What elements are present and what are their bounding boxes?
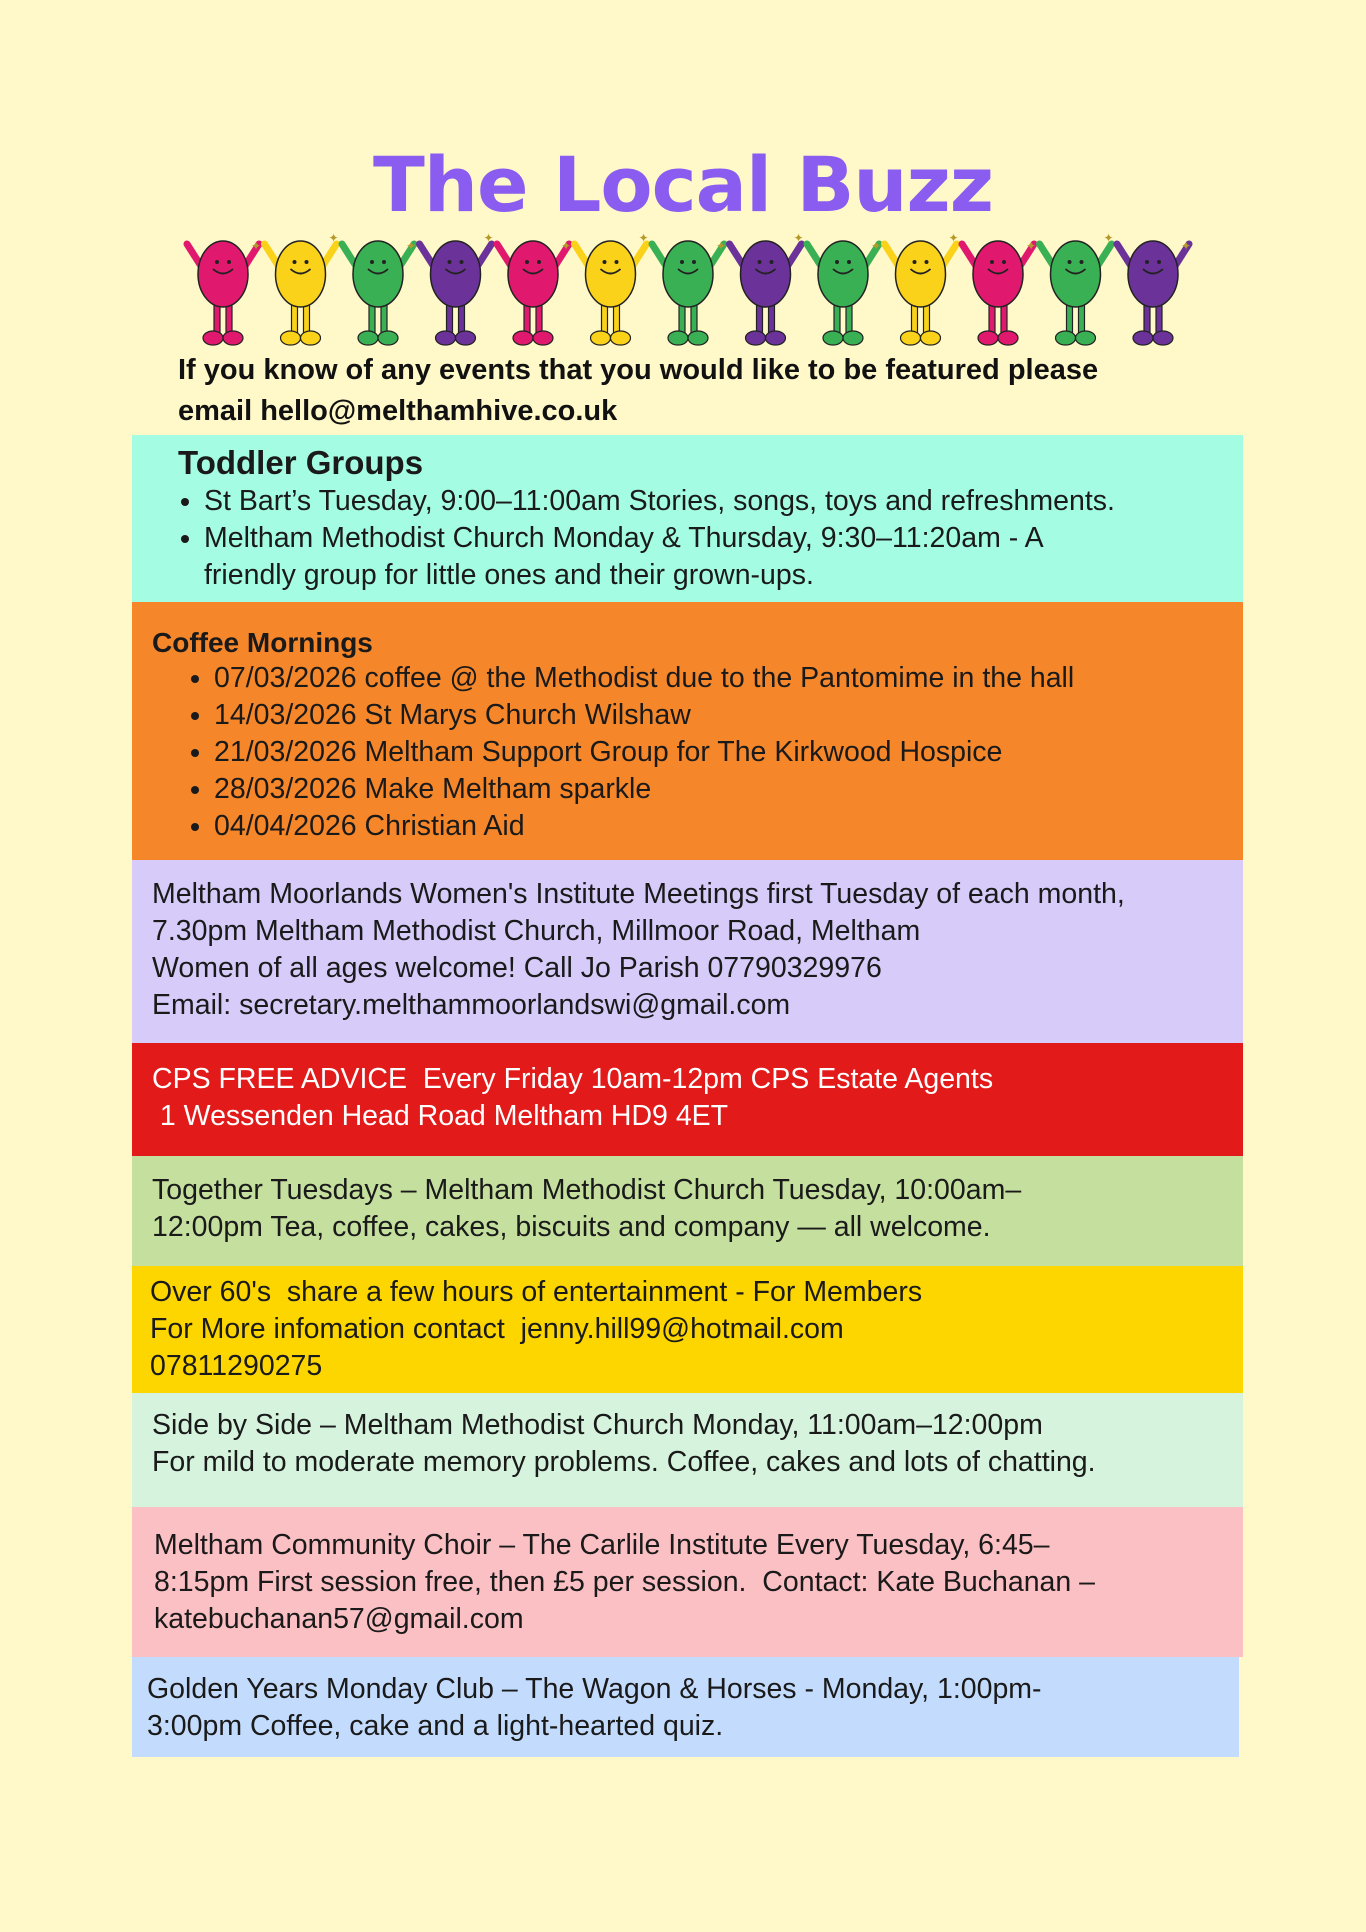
womens-institute-section: [132, 860, 1243, 1043]
svg-text:✦: ✦: [483, 231, 494, 245]
toddler-groups-heading: Toddler Groups: [178, 444, 424, 481]
smiley-figure: [342, 239, 416, 345]
coffee-mornings-heading: Coffee Mornings: [152, 627, 373, 658]
newsletter-title: The Local Buzz: [373, 140, 993, 229]
list-item-text: friendly group for little ones and their grown-ups.: [204, 559, 814, 591]
list-item-text: Meltham Methodist Church Monday & Thursday, 9:30–11:20am - A: [204, 522, 1044, 554]
smiley-figure: [575, 231, 649, 345]
text-line: Together Tuesdays – Meltham Methodist Church Tuesday, 10:00am–: [152, 1174, 1022, 1206]
text-line: Email: secretary.melthammoorlandswi@gmail.com: [152, 989, 791, 1021]
text-line: Meltham Moorlands Women's Institute Meetings first Tuesday of each month,: [152, 878, 1125, 910]
smiley-figure: [1117, 239, 1191, 345]
text-line: 3:00pm Coffee, cake and a light-hearted quiz.: [147, 1710, 724, 1742]
coffee-mornings-section: [132, 602, 1243, 860]
svg-text:✦: ✦: [328, 231, 339, 245]
list-item: • 14/03/2026 St Marys Church Wilshaw: [214, 697, 1243, 734]
smiley-figure: [885, 231, 959, 345]
text-line: Meltham Community Choir – The Carlile Institute Every Tuesday, 6:45–: [154, 1529, 1050, 1561]
smiley-figure: [807, 239, 881, 345]
svg-text:✦: ✦: [716, 239, 727, 253]
intro-text: [178, 350, 1238, 432]
list-item: [204, 520, 1243, 594]
text-line: 12:00pm Tea, coffee, cakes, biscuits and company — all welcome.: [152, 1211, 991, 1243]
holding-hands-figures-illustration: [185, 231, 1192, 348]
text-line: Over 60's share a few hours of entertainment - For Members: [150, 1276, 923, 1308]
cps-advice-section: [132, 1043, 1243, 1156]
over-60s-section: [132, 1266, 1243, 1393]
text-line: For More infomation contact jenny.hill99@hotmail.com: [150, 1313, 844, 1345]
community-choir-section: [132, 1507, 1243, 1657]
list-item: • 21/03/2026 Meltham Support Group for The Kirkwood Hospice: [214, 734, 1243, 771]
smiley-figure: [497, 239, 571, 345]
svg-text:✦: ✦: [561, 239, 572, 253]
svg-text:✦: ✦: [1103, 231, 1114, 245]
svg-text:✦: ✦: [948, 231, 959, 245]
svg-text:✦: ✦: [251, 239, 262, 253]
svg-text:✦: ✦: [1181, 239, 1192, 253]
svg-text:✦: ✦: [1026, 239, 1037, 253]
list-item: • 04/04/2026 Christian Aid: [214, 808, 1243, 845]
intro-line: If you know of any events that you would like to be featured please: [178, 354, 1099, 386]
golden-years-section: [132, 1657, 1239, 1757]
text-line: katebuchanan57@gmail.com: [154, 1603, 524, 1635]
svg-text:✦: ✦: [638, 231, 649, 245]
smiley-figure: [962, 239, 1036, 345]
text-line: 7.30pm Meltham Methodist Church, Millmoor Road, Meltham: [152, 915, 921, 947]
svg-text:✦: ✦: [406, 239, 417, 253]
smiley-figure: [652, 239, 726, 345]
svg-text:✦: ✦: [871, 239, 882, 253]
text-line: CPS FREE ADVICE Every Friday 10am-12pm CPS Estate Agents: [152, 1063, 994, 1095]
smiley-figure: [187, 239, 261, 345]
smiley-figure: [730, 231, 804, 345]
smiley-figure: [420, 231, 494, 345]
list-item: • St Bart’s Tuesday, 9:00–11:00am Stories, songs, toys and refreshments.: [204, 483, 1243, 520]
text-line: 8:15pm First session free, then £5 per session. Contact: Kate Buchanan –: [154, 1566, 1096, 1598]
toddler-groups-section: [132, 435, 1243, 602]
side-by-side-section: [132, 1393, 1243, 1507]
text-line: For mild to moderate memory problems. Coffee, cakes and lots of chatting.: [152, 1446, 1096, 1478]
text-line: 1 Wessenden Head Road Meltham HD9 4ET: [152, 1100, 729, 1132]
list-item: • 07/03/2026 coffee @ the Methodist due to the Pantomime in the hall: [214, 660, 1243, 697]
svg-text:✦: ✦: [793, 231, 804, 245]
together-tuesdays-section: [132, 1156, 1243, 1266]
list-item: • 28/03/2026 Make Meltham sparkle: [214, 771, 1243, 808]
smiley-figure: [1040, 231, 1114, 345]
text-line: 07811290275: [150, 1350, 323, 1382]
text-line: Golden Years Monday Club – The Wagon & Horses - Monday, 1:00pm-: [147, 1673, 1042, 1705]
intro-email-line: email hello@melthamhive.co.uk: [178, 395, 618, 427]
text-line: Side by Side – Meltham Methodist Church Monday, 11:00am–12:00pm: [152, 1409, 1043, 1441]
smiley-figure: [265, 231, 339, 345]
text-line: Women of all ages welcome! Call Jo Parish 07790329976: [152, 952, 882, 984]
